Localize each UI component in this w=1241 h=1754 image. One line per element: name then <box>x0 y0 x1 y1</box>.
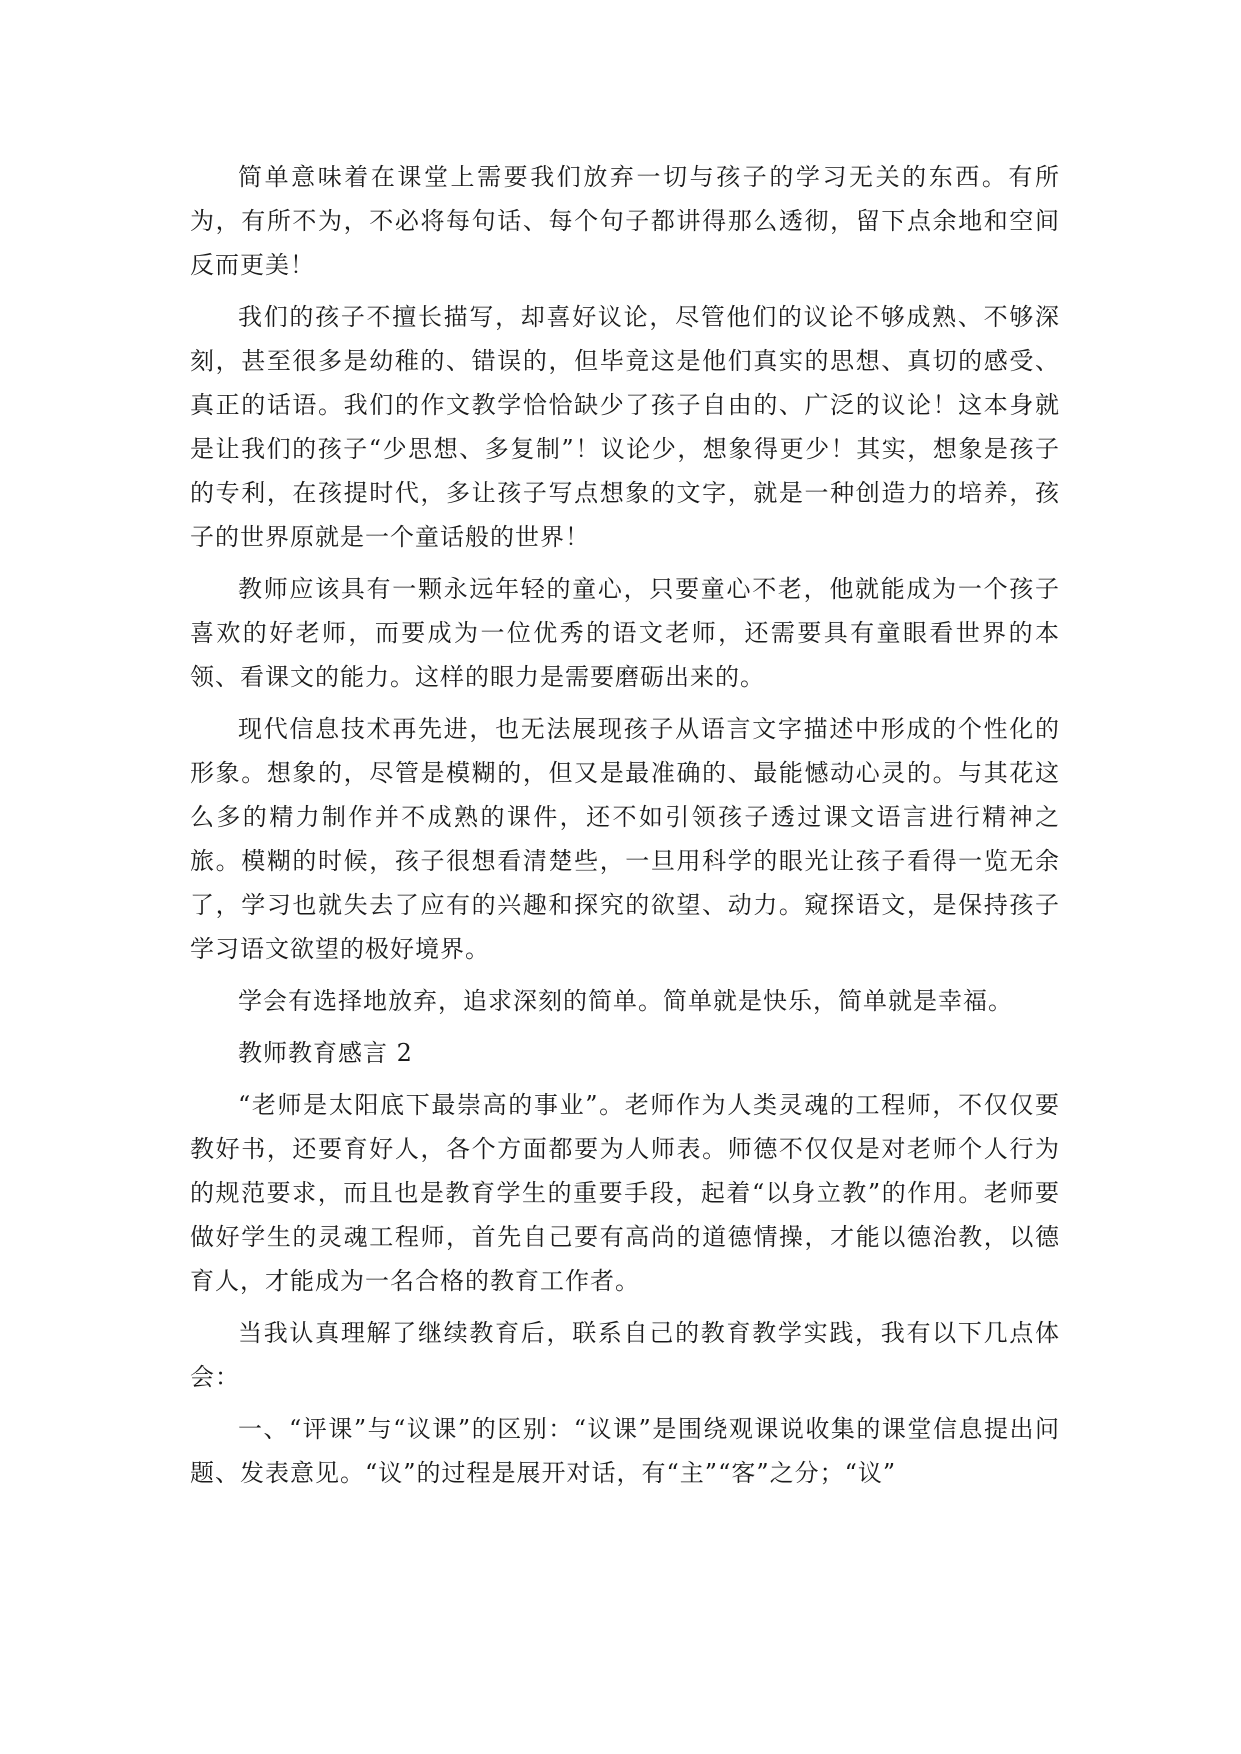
paragraph-8: 一、“评课”与“议课”的区别：“议课”是围绕观课说收集的课堂信息提出问题、发表意见。“议”的过程是展开对话，有“主”“客”之分；“议” <box>190 1415 1060 1487</box>
paragraph-2: 我们的孩子不擅长描写，却喜好议论，尽管他们的议论不够成熟、不够深刻，甚至很多是幼稚的、错误的，但毕竟这是他们真实的思想、真切的感受、真正的话语。我们的作文教学恰恰缺少了孩子自由的、广泛的议论！这本身就是让我们的孩子“少思想、多复制”！议论少，想象得更少！其实，想象是孩子的专利，在孩提时代，多让孩子写点想象的文字，就是一种创造力的培养，孩子的世界原就是一个童话般的世界！ <box>190 303 1060 551</box>
paragraph-5: 学会有选择地放弃，追求深刻的简单。简单就是快乐，简单就是幸福。 <box>238 987 1013 1015</box>
paragraph-3: 教师应该具有一颗永远年轻的童心，只要童心不老，他就能成为一个孩子喜欢的好老师，而要成为一位优秀的语文老师，还需要具有童眼看世界的本领、看课文的能力。这样的眼力是需要磨砺出来的。 <box>190 575 1060 691</box>
document-body <box>190 155 1060 1503</box>
section-heading: 教师教育感言 2 <box>238 1039 413 1067</box>
paragraph-7: 当我认真理解了继续教育后，联系自己的教育教学实践，我有以下几点体会： <box>190 1319 1060 1391</box>
paragraph-1: 简单意味着在课堂上需要我们放弃一切与孩子的学习无关的东西。有所为，有所不为，不必将每句话、每个句子都讲得那么透彻，留下点余地和空间反而更美！ <box>190 163 1060 279</box>
paragraph-6: “老师是太阳底下最崇高的事业”。老师作为人类灵魂的工程师，不仅仅要教好书，还要育好人，各个方面都要为人师表。师德不仅仅是对老师个人行为的规范要求，而且也是教育学生的重要手段，起着“以身立教”的作用。老师要做好学生的灵魂工程师，首先自己要有高尚的道德情操，才能以德治教，以德育人，才能成为一名合格的教育工作者。 <box>190 1091 1060 1295</box>
paragraph-4: 现代信息技术再先进，也无法展现孩子从语言文字描述中形成的个性化的形象。想象的，尽管是模糊的，但又是最准确的、最能憾动心灵的。与其花这么多的精力制作并不成熟的课件，还不如引领孩子透过课文语言进行精神之旅。模糊的时候，孩子很想看清楚些，一旦用科学的眼光让孩子看得一览无余了，学习也就失去了应有的兴趣和探究的欲望、动力。窥探语文，是保持孩子学习语文欲望的极好境界。 <box>190 715 1060 963</box>
